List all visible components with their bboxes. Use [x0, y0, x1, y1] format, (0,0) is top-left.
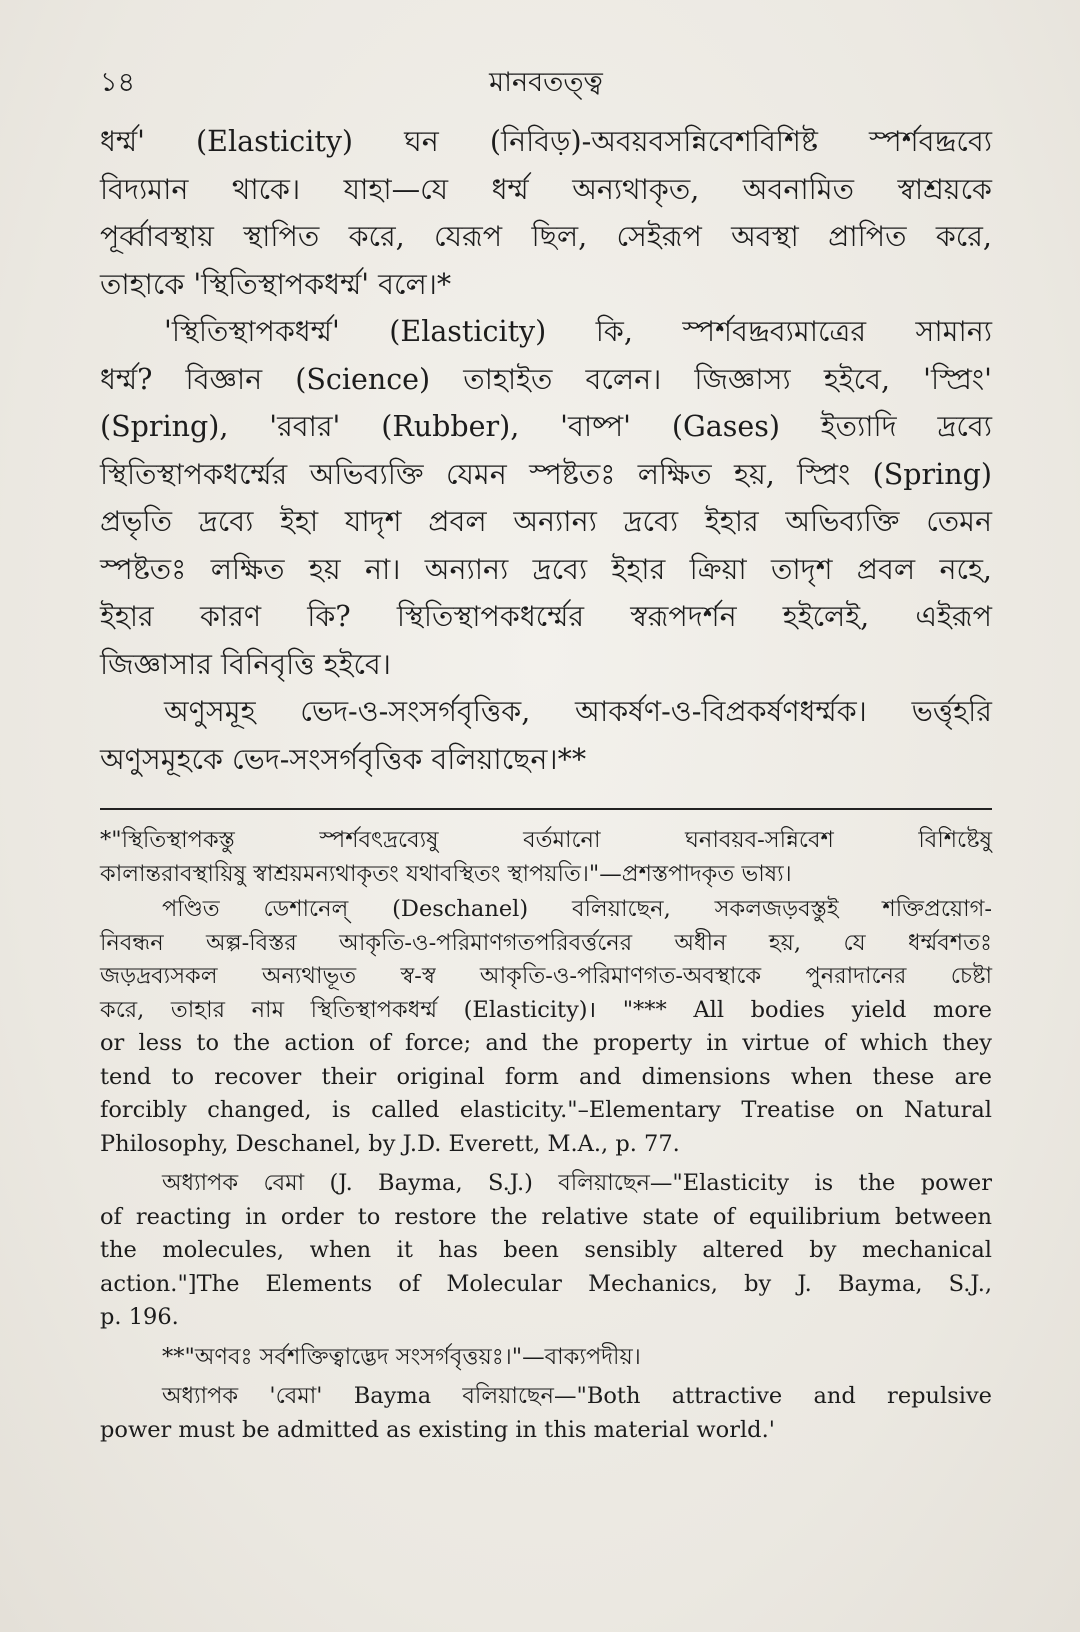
paragraph-2	[100, 308, 992, 688]
text-line: বিদ্যমান থাকে। যাহা—যে ধর্ম্ম অন্যথাকৃত, অবনামিত স্বাশ্রয়কে	[100, 172, 992, 206]
running-head: মানবতত্ত্ব	[489, 67, 603, 98]
text-line: স্থিতিস্থাপকধর্ম্মের অভিব্যক্তি যেমন স্পষ্টতঃ লক্ষিত হয়, স্প্রিং (Spring)	[100, 457, 992, 491]
footnote-line: Philosophy, Deschanel, by J.D. Everett, M.A., p. 77.	[100, 1130, 680, 1157]
footnote-line: action."]The Elements of Molecular Mechanics, by J. Bayma, S.J.,	[100, 1270, 992, 1297]
footnote-line: tend to recover their original form and dimensions when these are	[100, 1063, 992, 1090]
footnote-line: forcibly changed, is called elasticity."–Elementary Treatise on Natural	[100, 1097, 992, 1123]
footnote-line: পণ্ডিত ডেশানেল্ (Deschanel) বলিয়াছেন, সকলজড়বস্তুই শক্তিপ্রয়োগ-	[162, 896, 992, 922]
footnote-3	[100, 1167, 992, 1335]
text-line: অণুসমূহকে ভেদ-সংসর্গবৃত্তিক বলিয়াছেন।**	[100, 742, 587, 776]
footnote-line: the molecules, when it has been sensibly altered by mechanical	[100, 1237, 992, 1263]
footnote-divider	[100, 808, 992, 810]
footnote-line: জড়দ্রব্যসকল অন্যথাভূত স্ব-স্ব আকৃতি-ও-পরিমাণগত-অবস্থাকে পুনরাদানের চেষ্টা	[100, 963, 992, 989]
text-line: (Spring), 'রবার' (Rubber), 'বাষ্প' (Gases) ইত্যাদি দ্রব্যে	[100, 410, 992, 443]
footnote-1	[100, 824, 992, 891]
text-line: পূর্ব্বাবস্থায় স্থাপিত করে, যেরূপ ছিল, সেইরূপ অবস্থা প্রাপিত করে,	[100, 220, 992, 253]
footnote-line: নিবন্ধন অল্প-বিস্তর আকৃতি-ও-পরিমাণগতপরিবর্ত্তনের অধীন হয়, যে ধর্ম্মবশতঃ	[100, 929, 992, 956]
text-line: অণুসমূহ ভেদ-ও-সংসর্গবৃত্তিক, আকর্ষণ-ও-বিপ্রকর্ষণধর্ম্মক। ভর্ত্তৃহরি	[164, 695, 992, 728]
footnote-line: অধ্যাপক বেমা (J. Bayma, S.J.) বলিয়াছেন—"Elasticity is the power	[162, 1170, 992, 1196]
text-line: প্রভৃতি দ্রব্যে ইহা যাদৃশ প্রবল অন্যান্য দ্রব্যে ইহার অভিব্যক্তি তেমন	[100, 505, 992, 538]
footnote-4	[100, 1341, 992, 1375]
page-header	[100, 62, 992, 102]
text-line: ধর্ম্ম' (Elasticity) ঘন (নিবিড়)-অবয়বসন্নিবেশবিশিষ্ট স্পর্শবদ্দ্রব্যে	[100, 125, 992, 158]
footnotes	[100, 824, 992, 1449]
footnote-line: or less to the action of force; and the property in virtue of which they	[100, 1030, 992, 1056]
page-number: ১৪	[100, 67, 136, 98]
footnote-line: *"স্থিতিস্থাপকস্তু স্পর্শবৎদ্রব্যেষু বর্তমানো ঘনাবয়ব-সন্নিবেশ বিশিষ্টেষু	[100, 827, 992, 853]
footnote-line: of reacting in order to restore the relative state of equilibrium between	[100, 1203, 992, 1230]
footnote-line: **"অণবঃ সর্বশক্তিত্বাদ্ভেদ সংসর্গবৃত্তয়ঃ।"—বাক্যপদীয়।	[162, 1343, 641, 1370]
footnote-5	[100, 1380, 992, 1447]
main-text	[100, 118, 992, 783]
footnote-2	[100, 893, 992, 1161]
footnote-line: power must be admitted as existing in this material world.'	[100, 1416, 775, 1443]
footnote-line: p. 196.	[100, 1304, 179, 1330]
footnote-line: করে, তাহার নাম স্থিতিস্থাপকধর্ম্ম (Elasticity)। "*** All bodies yield more	[100, 996, 992, 1023]
footnote-line: অধ্যাপক 'বেমা' Bayma বলিয়াছেন—"Both attractive and repulsive	[162, 1383, 992, 1409]
paragraph-1	[100, 118, 992, 308]
text-line: জিজ্ঞাসার বিনিবৃত্তি হইবে।	[100, 647, 391, 681]
text-line: তাহাকে 'স্থিতিস্থাপকধর্ম্ম' বলে।*	[100, 267, 452, 301]
text-line: 'স্থিতিস্থাপকধর্ম্ম' (Elasticity) কি, স্পর্শবদ্দ্রব্যমাত্রের সামান্য	[164, 315, 992, 348]
text-line: ধর্ম্ম? বিজ্ঞান (Science) তাহাইত বলেন। জিজ্ঞাস্য হইবে, 'স্প্রিং'	[100, 362, 992, 396]
footnote-line: কালান্তরাবস্থায়িষু স্বাশ্রয়মন্যথাকৃতং যথাবস্থিতং স্থাপয়তি।"—প্রশস্তপাদকৃত ভাষ্য।	[100, 860, 792, 887]
text-line: ইহার কারণ কি? স্থিতিস্থাপকধর্ম্মের স্বরূপদর্শন হইলেই, এইরূপ	[100, 600, 992, 633]
paragraph-3	[100, 688, 992, 783]
text-line: স্পষ্টতঃ লক্ষিত হয় না। অন্যান্য দ্রব্যে ইহার ক্রিয়া তাদৃশ প্রবল নহে,	[100, 552, 992, 586]
